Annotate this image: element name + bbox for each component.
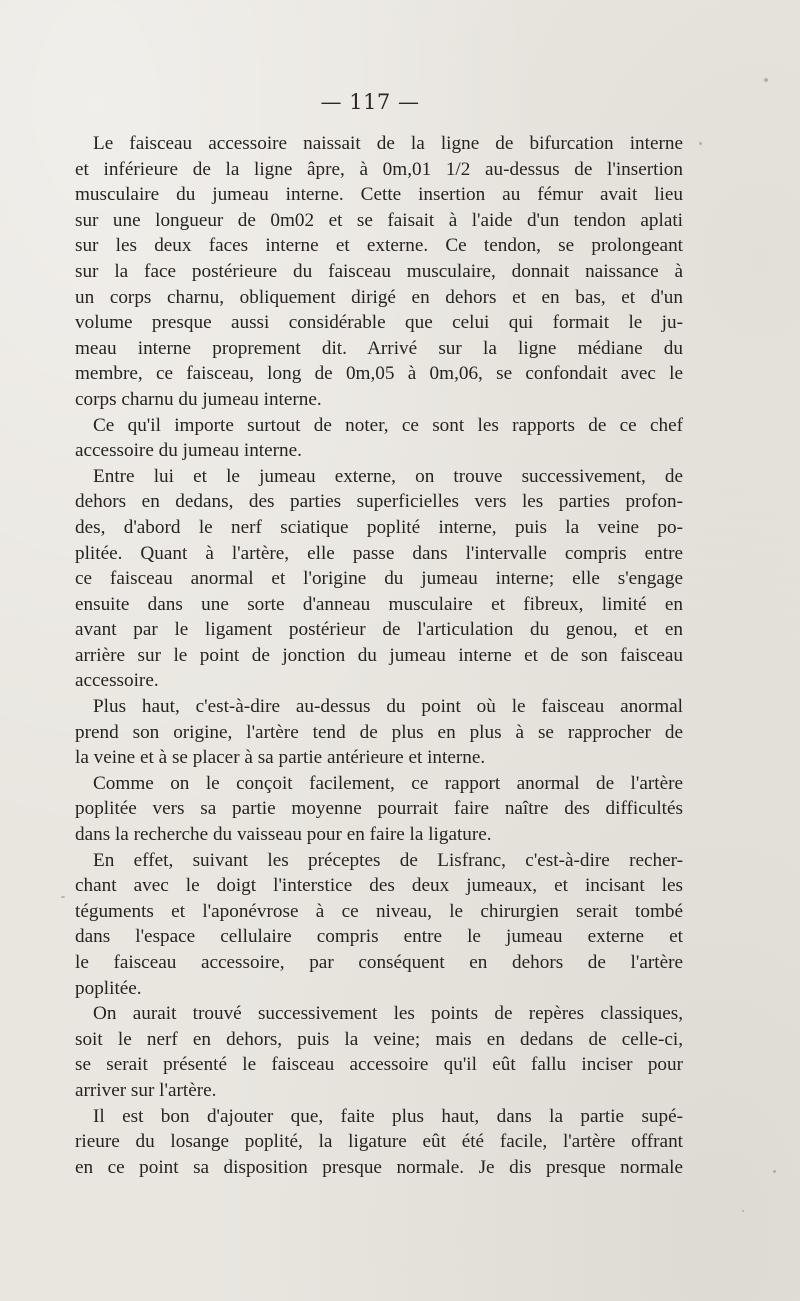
text-line: accessoire du jumeau interne. <box>75 440 302 462</box>
text-line: chant avec le doigt l'interstice des deux jumeaux, et incisant les <box>75 875 683 897</box>
text-line: prend son origine, l'artère tend de plus en plus à se rapprocher de <box>75 721 683 743</box>
text-line: Le faisceau accessoire naissait de la ligne de bifurcation interne <box>93 133 683 154</box>
text-line: dans l'espace cellulaire compris entre le jumeau externe et <box>75 926 683 948</box>
paragraph <box>75 413 683 464</box>
text-line: rieure du losange poplité, la ligature eût été facile, l'artère offrant <box>75 1131 683 1153</box>
text-line: poplitée. <box>75 977 142 999</box>
paragraph <box>75 848 683 1002</box>
text-line: un corps charnu, obliquement dirigé en dehors et en bas, et d'un <box>75 286 683 308</box>
text-line: soit le nerf en dehors, puis la veine; mais en dedans de celle-ci, <box>75 1028 683 1050</box>
text-line: Entre lui et le jumeau externe, on trouve successivement, de <box>93 465 683 487</box>
paragraph <box>75 1104 683 1181</box>
text-line: se serait présenté le faisceau accessoire qu'il eût fallu inciser pour <box>75 1054 683 1076</box>
text-line: meau interne proprement dit. Arrivé sur la ligne médiane du <box>75 337 683 359</box>
paper-speck <box>699 142 702 145</box>
text-line: membre, ce faisceau, long de 0m,05 à 0m,06, se confondait avec le <box>75 363 683 385</box>
text-line: dehors en dedans, des parties superficielles vers les parties profon- <box>75 491 683 513</box>
text-line: musculaire du jumeau interne. Cette insertion au fémur avait lieu <box>75 184 683 206</box>
paragraph <box>75 464 683 694</box>
paragraph <box>75 131 683 413</box>
text-line: la veine et à se placer à sa partie antérieure et interne. <box>75 747 486 769</box>
text-line: avant par le ligament postérieur de l'articulation du genou, et en <box>75 619 683 641</box>
text-line: Ce qu'il importe surtout de noter, ce sont les rapports de ce chef <box>93 414 683 436</box>
text-line: accessoire. <box>75 670 159 692</box>
text-line: plitée. Quant à l'artère, elle passe dans l'intervalle compris entre <box>75 542 683 564</box>
text-line: sur une longueur de 0m02 et se faisait à l'aide d'un tendon aplati <box>75 209 683 231</box>
text-line: On aurait trouvé successivement les points de repères classiques, <box>93 1003 683 1025</box>
text-line: arriver sur l'artère. <box>75 1079 217 1101</box>
paper-speck <box>61 896 65 898</box>
paragraph <box>75 694 683 771</box>
text-line: le faisceau accessoire, par conséquent en dehors de l'artère <box>75 952 683 973</box>
body-text <box>75 131 683 1180</box>
text-line: corps charnu du jumeau interne. <box>75 388 322 410</box>
paper-speck <box>764 78 768 82</box>
text-line: poplitée vers sa partie moyenne pourrait faire naître des difficultés <box>75 798 683 820</box>
text-line: sur la face postérieure du faisceau musculaire, donnait naissance à <box>75 260 683 282</box>
paper-speck <box>773 1170 776 1173</box>
text-line: volume presque aussi considérable que celui qui formait le ju- <box>75 312 683 334</box>
paper-speck <box>742 1210 744 1212</box>
text-line: ce faisceau anormal et l'origine du jumeau interne; elle s'engage <box>75 568 683 590</box>
text-line: téguments et l'aponévrose à ce niveau, le chirurgien serait tombé <box>75 900 683 922</box>
text-line: ensuite dans une sorte d'anneau musculaire et fibreux, limité en <box>75 593 683 615</box>
text-line: dans la recherche du vaisseau pour en faire la ligature. <box>75 824 492 846</box>
text-line: Il est bon d'ajouter que, faite plus haut, dans la partie supé- <box>93 1105 683 1127</box>
text-line: des, d'abord le nerf sciatique poplité interne, puis la veine po- <box>75 516 683 538</box>
text-line: En effet, suivant les préceptes de Lisfranc, c'est-à-dire recher- <box>93 849 683 871</box>
text-line: sur les deux faces interne et externe. Ce tendon, se prolongeant <box>75 235 683 257</box>
text-line: et inférieure de la ligne âpre, à 0m,01 1/2 au-dessus de l'insertion <box>75 158 683 180</box>
page-number: — 117 — <box>320 90 420 114</box>
paragraph <box>75 1001 683 1103</box>
text-line: arrière sur le point de jonction du jumeau interne et de son faisceau <box>75 644 683 666</box>
text-line: Comme on le conçoit facilement, ce rapport anormal de l'artère <box>93 772 683 794</box>
text-line: en ce point sa disposition presque normale. Je dis presque normale <box>75 1156 683 1178</box>
paragraph <box>75 771 683 848</box>
text-line: Plus haut, c'est-à-dire au-dessus du point où le faisceau anormal <box>93 696 683 718</box>
